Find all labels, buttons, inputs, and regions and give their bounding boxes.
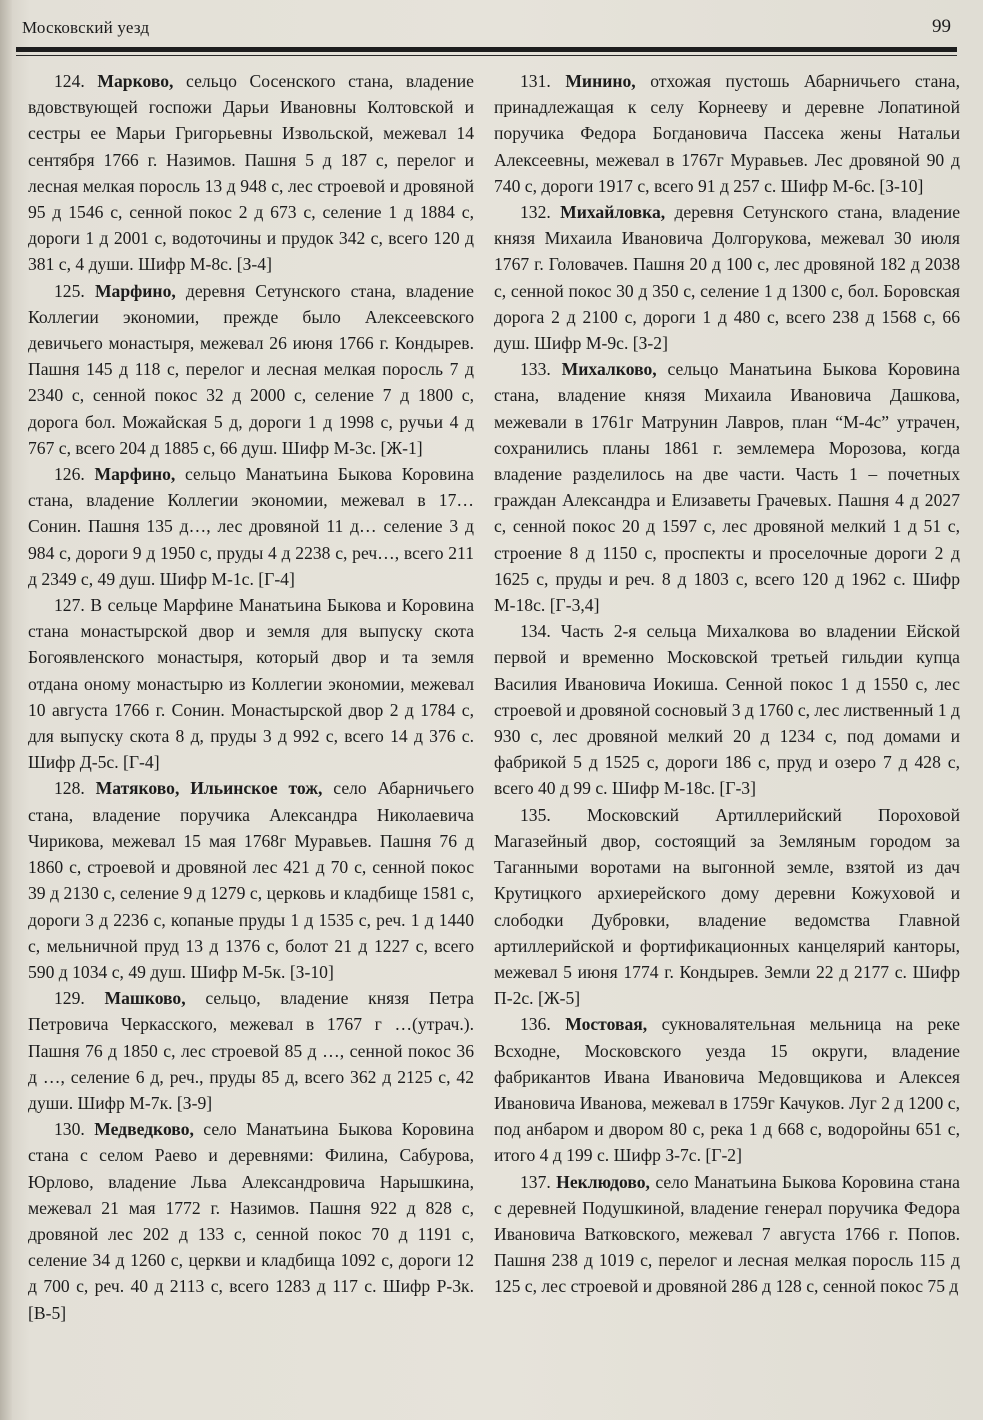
entry-text: отхожая пустошь Абарничьего стана, принадлежащая к селу Корнееву и деревне Лопатиной поручика Федора Богдановича Пассека жены Натальи Алексеевны, межевал в 1767г Муравьев. Лес дровяной 90 д 740 с, дороги 1917 с, всего 91 д 257 с. Шифр М-6с. [З-10] [494, 71, 960, 196]
catalog-entry [494, 1169, 960, 1300]
entry-number: 133. [520, 359, 551, 380]
entry-text: сукновалятельная мельница на реке Всходне, Московского уезда 15 округи, владение фабрикантов Ивана Ивановича Медовщикова и Алексея Ивановича Иванова, межевал в 1759г Качуков. Луг 2 д 1200 с, под анбаром и двором 80 с, река 1 д 668 с, водоройны 651 с, итого 4 д 199 с. Шифр З-7с. [Г-2] [494, 1014, 960, 1166]
entry-text: сельцо Манатьина Быкова Коровина стана, владение князя Михаила Ивановича Дашкова, межевали в 1761г Матрунин Лавров, план “М-4с” утрачен, сохранились планы 1861 г. землемера Морозова, когда владение разделилось на две части. Часть 1 – почетных граждан Александра и Елизаветы Грачевых. Пашня 4 д 2027 с, сенной покос 20 д 1597 с, лес дровяной мелкий 1 д 51 с, строение 8 д 1150 с, проспекты и проселочные дороги 2 д 1625 с, пруды и реч. 8 д 1803 с, всего 120 д 1962 с. Шифр М-18с. [Г-3,4] [494, 359, 960, 616]
entry-number: 132. [520, 202, 551, 223]
entry-text: сельцо Сосенского стана, владение вдовствующей госпожи Дарьи Ивановны Колтовской и сестры ее Марьи Григорьевны Извольской, межевал 14 сентября 1766 г. Назимов. Пашня 5 д 187 с, перелог и лесная мелкая поросль 13 д 948 с, лес строевой и дровяной 95 д 1546 с, сенной покос 2 д 673 с, селение 1 д 1884 с, дороги 1 д 2001 с, водоточины и прудок 342 с, всего 120 д 381 с, 4 души. Шифр М-8с. [З-4] [28, 71, 474, 275]
entry-name: Машково, [104, 988, 186, 1009]
catalog-entry [494, 356, 960, 618]
entry-name: Михайловка, [560, 202, 666, 223]
entry-text: деревня Сетунского стана, владение князя Михаила Ивановича Долгорукова, межевал 30 июля 1767 г. Головачев. Пашня 20 д 100 с, лес дровяной 182 д 2038 с, сенной покос 30 д 350 с, селение 1 д 1300 с, бол. Боровская дорога 2 д 2100 с, дороги 1 д 480 с, всего 238 д 1568 с, 66 душ. Шифр М-9с. [З-2] [494, 202, 961, 354]
entry-name: Марфино, [94, 280, 176, 301]
right-column [494, 68, 960, 1300]
catalog-entry [494, 68, 960, 199]
entry-text: Часть 2-я сельца Михалкова во владении Ейской первой и временно Московской третьей гильдии купца Василия Ивановича Иокиша. Сенной покос 1 д 1550 с, лес строевой и дровяной сосновый 3 д 1760 с, лес лиственный 1 д 930 с, лес дровяной мелкий 20 д 1234 с, под домами и фабрикой 5 д 1525 с, дороги 186 с, пруд и озеро 7 д 428 с, всего 40 д 99 с. Шифр М-18с. [Г-3] [494, 621, 960, 799]
entry-name: Неклюдово, [556, 1171, 650, 1192]
entry-name: Минино, [565, 71, 636, 91]
catalog-entry [494, 199, 960, 356]
catalog-entry [28, 592, 474, 775]
catalog-entry [28, 775, 474, 985]
entry-number: 131. [520, 71, 551, 91]
left-column [28, 68, 474, 1326]
entry-number: 124. [54, 71, 85, 91]
catalog-entry [28, 68, 474, 278]
entry-name: Матяково, Ильинское тож, [95, 778, 323, 799]
entry-text: сельцо, владение князя Петра Петровича Черкасского, межевал в 1767 г …(утрач.). Пашня 76 д 1850 с, лес строевой 85 д …, сенной покос 36 д …, селение 6 д, реч., пруды 85 д, всего 362 д 2125 с, 42 души. Шифр М-7к. [З-9] [28, 988, 474, 1113]
entry-text: В сельце Марфине Манатьина Быкова и Коровина стана монастырской двор и земля для выпуску скота Богоявленского монастыря, который двор и та земля отдана оному монастырю из Коллегии экономии, межевал 10 августа 1766 г. Сонин. Монастырской двор 2 д 1784 с, для выпуску скота 8 д, пруды 3 д 992 с, всего 14 д 376 с. Шифр Д-5с. [Г-4] [28, 595, 475, 773]
catalog-entry [494, 618, 960, 801]
page-header [16, 12, 955, 46]
page-number: 99 [932, 16, 951, 37]
header-rule-thick [16, 47, 957, 52]
catalog-entry [494, 802, 960, 1012]
entry-number: 136. [520, 1014, 551, 1035]
entry-number: 130. [54, 1119, 85, 1140]
entry-name: Марфино, [94, 464, 176, 485]
entry-number: 135. [520, 804, 551, 825]
entry-text: Московский Артиллерийский Пороховой Магазейный двор, состоящий за Земляным городом за Таганными воротами на выгонной земле, взятой из дач Крутицкого архиерейского дому деревни Кожуховой и слободки Дубровки, владение ведомства Главной артиллерийской и фортификационных канцелярий канторы, межевал 5 июня 1774 г. Кондырев. Земли 22 д 2177 с. Шифр П-2с. [Ж-5] [494, 804, 960, 1009]
entry-name: Мостовая, [565, 1014, 648, 1035]
catalog-entry [28, 1116, 474, 1326]
entry-text: село Манатьина Быкова Коровина стана с деревней Подушкиной, владение генерал поручика Федора Ивановича Ватковского, межевал 7 августа 1766 г. Попов. Пашня 238 д 1019 с, перелог и лесная мелкая поросль 115 д 125 с, лес строевой и дровяной 286 д 128 с, сенной покос 75 д [494, 1171, 960, 1297]
catalog-entry [494, 1011, 960, 1168]
entry-name: Марково, [97, 71, 174, 91]
entry-text: сельцо Манатьина Быкова Коровина стана, владение Коллегии экономии, межевал в 17… Сонин. Пашня 135 д…, лес дровяной 11 д… селение 3 д 984 с, дороги 9 д 1950 с, пруды 4 д 2238 с, реч…, всего 211 д 2349 с, 49 душ. Шифр М-1с. [Г-4] [28, 464, 474, 589]
entry-number: 128. [54, 778, 85, 799]
entry-name: Медведково, [94, 1119, 194, 1140]
header-rule-thin [16, 55, 957, 56]
running-title: Московский уезд [22, 18, 150, 37]
page-binding-edge [0, 0, 12, 1420]
entry-name: Михалково, [561, 359, 657, 380]
entry-number: 137. [520, 1171, 551, 1192]
entry-text: деревня Сетунского стана, владение Коллегии экономии, прежде было Алексеевского девичьего монастыря, межевал 26 июня 1766 г. Кондырев. Пашня 145 д 118 с, перелог и лесная мелкая поросль 7 д 2340 с, сенной покос 32 д 2000 с, селение 7 д 1800 с, дорога бол. Можайская 5 д, дороги 1 д 1998 с, ручьи 4 д 767 с, всего 204 д 1885 с, 66 душ. Шифр М-3с. [Ж-1] [28, 280, 474, 458]
catalog-entry [28, 461, 474, 592]
entry-number: 125. [54, 280, 85, 301]
entry-number: 129. [54, 988, 85, 1009]
entry-text: село Манатьина Быкова Коровина стана с селом Раево и деревнями: Филина, Сабурова, Юрлово, владение Льва Александровича Нарышкина, межевал 21 мая 1772 г. Назимов. Пашня 922 д 828 с, дровяной лес 202 д 133 с, сенной покос 70 д 1191 с, селение 34 д 1260 с, церкви и кладбища 1092 с, дороги 12 д 700 с, реч. 40 д 2113 с, всего 1283 д 117 с. Шифр Р-3к. [В-5] [28, 1119, 474, 1323]
entry-number: 127. [54, 595, 85, 616]
entry-number: 126. [54, 464, 85, 485]
catalog-entry [28, 985, 474, 1116]
entry-number: 134. [520, 621, 551, 642]
catalog-entry [28, 278, 474, 461]
entry-text: село Абарничьего стана, владение поручика Александра Николаевича Чирикова, межевал 15 мая 1768г Муравьев. Пашня 76 д 1860 с, строевой и дровяной лес 421 д 70 с, сенной покос 39 д 2130 с, селение 9 д 1279 с, церковь и кладбище 1581 с, дороги 3 д 2236 с, копаные пруды 1 д 1535 с, реч. 1 д 1440 с, мельничной пруд 13 д 1376 с, болот 21 д 1227 с, всего 590 д 1034 с, 49 душ. Шифр М-5к. [З-10] [28, 778, 475, 982]
